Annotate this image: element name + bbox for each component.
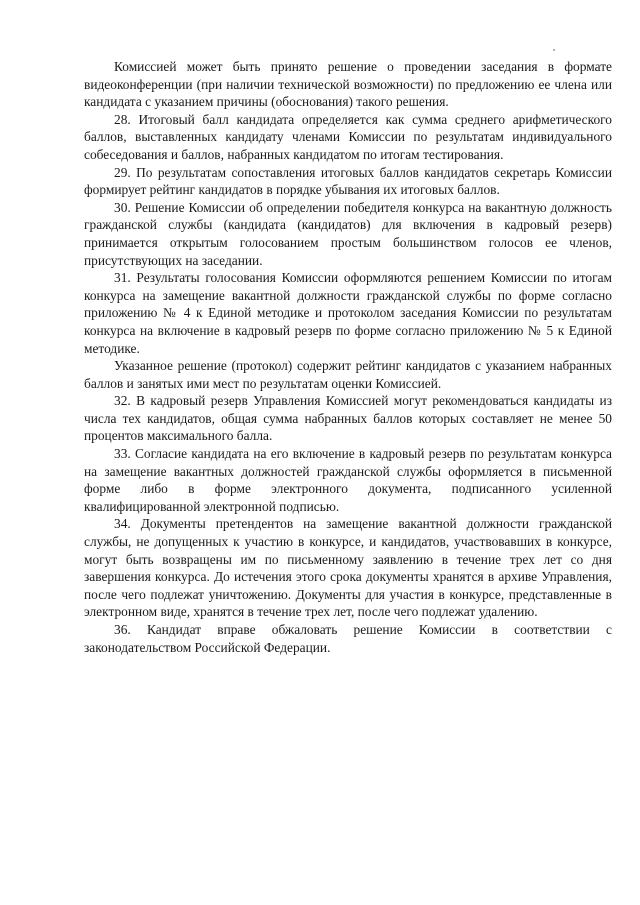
paragraph-33: 33. Согласие кандидата на его включение в кадровый резерв по результатам конкурса на замещение вакантных должностей гражданской службы оформляется в письменной форме либо в форме электронного документа, подписанного усиленной квалифицированной электронной подписью. bbox=[84, 446, 612, 514]
paragraph-31-rating: Указанное решение (протокол) содержит рейтинг кандидатов с указанием набранных баллов и занятых ими мест по результатам оценки Комиссией. bbox=[84, 358, 612, 391]
paragraph-31: 31. Результаты голосования Комиссии оформляются решением Комиссии по итогам конкурса на замещение вакантной должности гражданской службы по форме согласно приложению № 4 к Единой методике и протоколом заседания Комиссии по результатам конкурса на включение в кадровый резерв по форме согласно приложению № 5 к Единой методике. bbox=[84, 270, 612, 356]
paragraph-34: 34. Документы претендентов на замещение вакантной должности гражданской службы, не допущенных к участию в конкурсе, и кандидатов, участвовавших в конкурсе, могут быть возвращены им по письменному заявлению в течение трех лет со дня завершения конкурса. До истечения этого срока документы хранятся в архиве Управления, после чего подлежат уничтожению. Документы для участия в конкурсе, представленные в электронном виде, хранятся в течение трех лет, после чего подлежат удалению. bbox=[84, 516, 612, 620]
paragraph-videoconference: Комиссией может быть принято решение о проведении заседания в формате видеоконференции (при наличии технической возможности) по предложению ее члена или кандидата с указанием причины (обоснования) такого решения. bbox=[84, 59, 612, 110]
scan-speck bbox=[553, 49, 555, 51]
paragraph-36: 36. Кандидат вправе обжаловать решение Комиссии в соответствии с законодательством Российской Федерации. bbox=[84, 622, 612, 655]
paragraph-30: 30. Решение Комиссии об определении победителя конкурса на вакантную должность гражданской службы (кандидата (кандидатов) для включения в кадровый резерв) принимается открытым голосованием простым большинством голосов ее членов, присутствующих на заседании. bbox=[84, 199, 612, 268]
paragraph-28: 28. Итоговый балл кандидата определяется как сумма среднего арифметического баллов, выставленных кандидату членами Комиссии по результатам индивидуального собеседования и баллов, набранных кандидатом по итогам тестирования. bbox=[84, 111, 612, 162]
paragraph-29: 29. По результатам сопоставления итоговых баллов кандидатов секретарь Комиссии формирует рейтинг кандидатов в порядке убывания их итоговых баллов. bbox=[84, 164, 612, 198]
paragraph-32: 32. В кадровый резерв Управления Комиссией могут рекомендоваться кандидаты из числа тех кандидатов, общая сумма набранных баллов которых составляет не менее 50 процентов максимального балла. bbox=[84, 393, 612, 444]
